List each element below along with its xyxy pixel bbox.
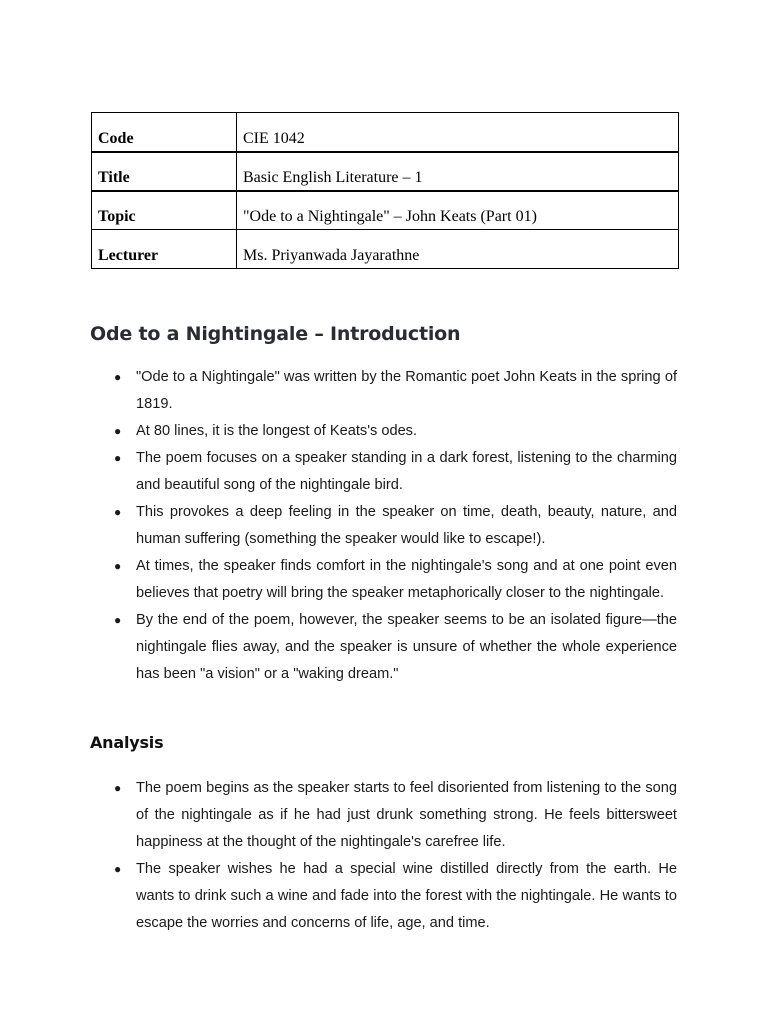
table-row-topic [92,191,679,230]
list-item-text: At 80 lines, it is the longest of Keats's odes. [136,423,418,439]
title-value: Basic English Literature – 1 [237,152,679,191]
course-info-table [91,112,679,269]
topic-value: "Ode to a Nightingale" – John Keats (Part 01) [237,191,679,230]
bullet-dot-icon: ● [114,451,122,465]
analysis-bullet-list [0,775,768,937]
list-item-text: At times, the speaker finds comfort in the nightingale's song and at one point even believes that poetry will bring the speaker metaphorically closer to the nightingale. [136,558,677,601]
list-item [114,445,677,499]
list-item-text: By the end of the poem, however, the speaker seems to be an isolated figure—the nightingale flies away, and the speaker is unsure of whether the whole experience has been "a vision" or a "waking dream." [136,612,677,682]
bullet-dot-icon: ● [114,370,122,384]
topic-label: Topic [92,191,237,230]
list-item [114,553,677,607]
title-label: Title [92,152,237,191]
list-item [114,607,677,688]
table-row-code [92,113,679,152]
lecturer-label: Lecturer [92,230,237,269]
list-item [114,418,677,445]
list-item-text: This provokes a deep feeling in the speaker on time, death, beauty, nature, and human suffering (something the speaker would like to escape!). [136,504,677,547]
analysis-heading: Analysis [90,733,164,752]
list-item [114,499,677,553]
intro-heading: Ode to a Nightingale – Introduction [90,323,461,345]
list-item [114,775,677,856]
table-row-title [92,152,679,191]
code-value: CIE 1042 [237,113,679,152]
bullet-dot-icon: ● [114,424,122,438]
list-item-text: The speaker wishes he had a special wine distilled directly from the earth. He wants to drink such a wine and fade into the forest with the nightingale. He wants to escape the worries and concerns of life, age, and time. [136,861,677,931]
lecturer-value: Ms. Priyanwada Jayarathne [237,230,679,269]
intro-bullet-list [0,364,768,688]
bullet-dot-icon: ● [114,862,122,876]
bullet-dot-icon: ● [114,505,122,519]
bullet-dot-icon: ● [114,613,122,627]
list-item [114,856,677,937]
bullet-dot-icon: ● [114,559,122,573]
list-item [114,364,677,418]
list-item-text: "Ode to a Nightingale" was written by the Romantic poet John Keats in the spring of 1819. [136,369,677,412]
list-item-text: The poem focuses on a speaker standing in a dark forest, listening to the charming and beautiful song of the nightingale bird. [136,450,677,493]
list-item-text: The poem begins as the speaker starts to feel disoriented from listening to the song of the nightingale as if he had just drunk something strong. He feels bittersweet happiness at the thought of the nightingale's carefree life. [136,780,677,850]
bullet-dot-icon: ● [114,781,122,795]
table-row-lecturer [92,230,679,269]
code-label: Code [92,113,237,152]
